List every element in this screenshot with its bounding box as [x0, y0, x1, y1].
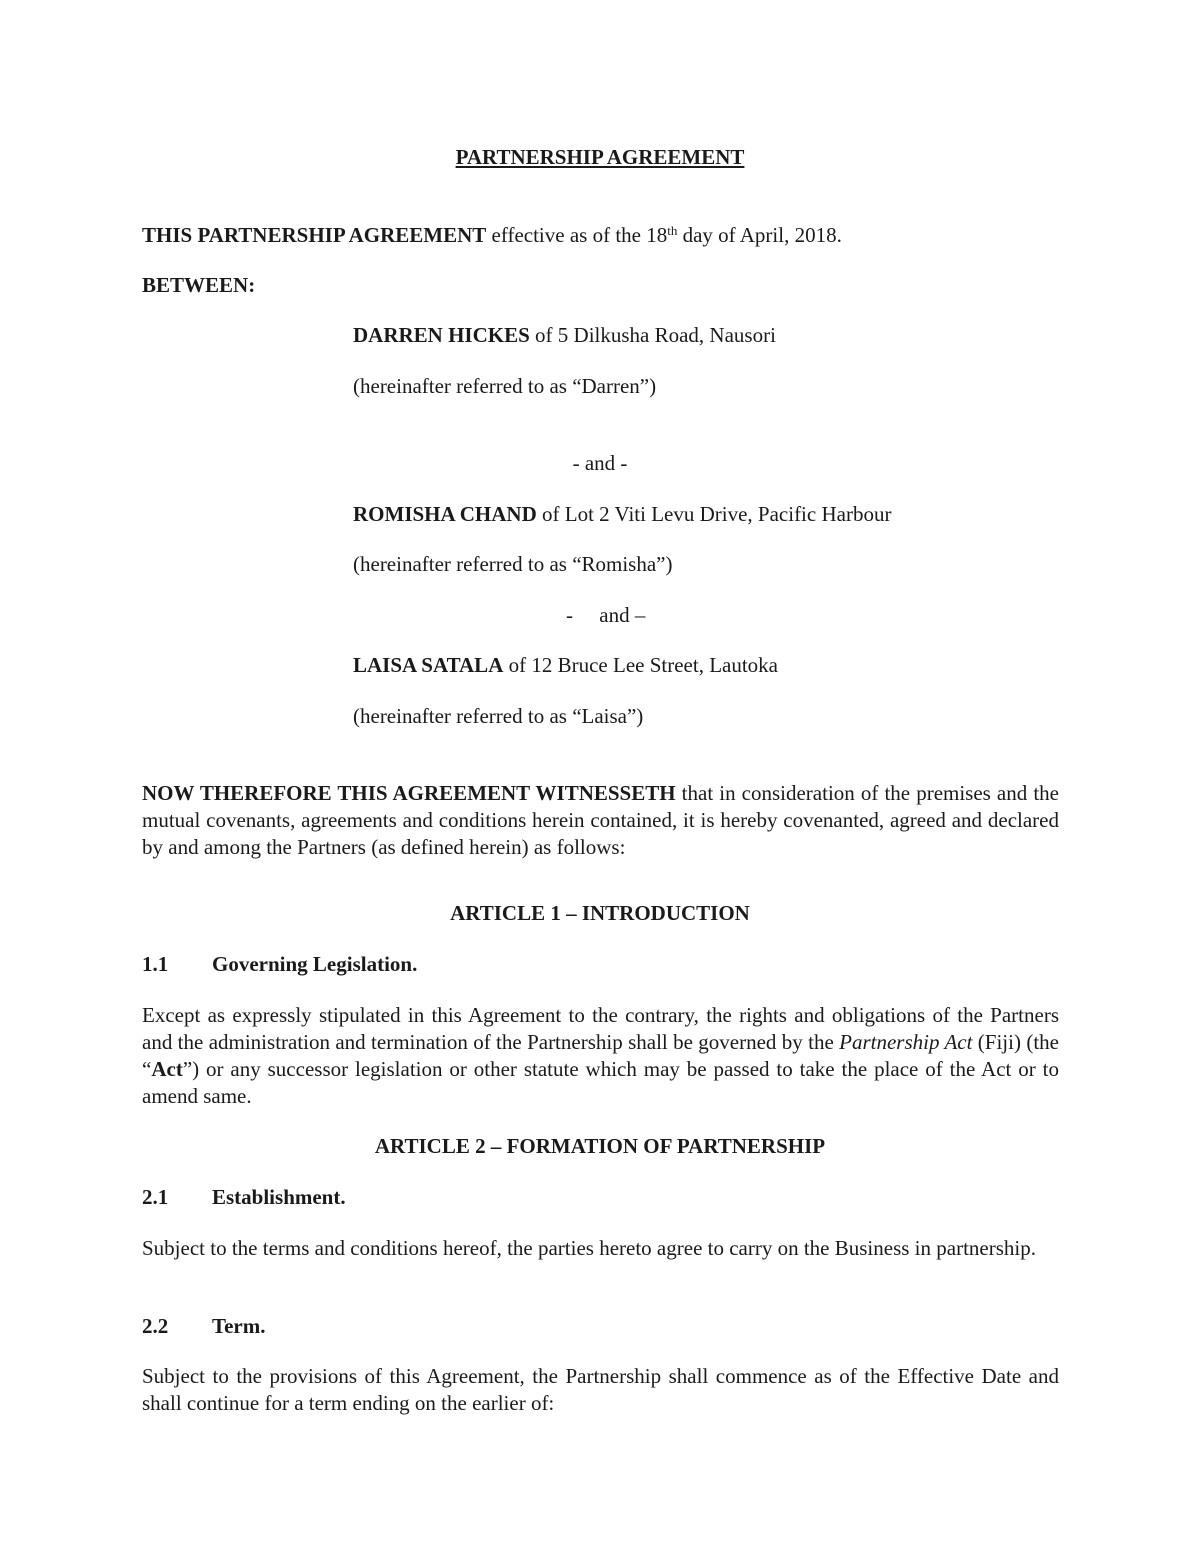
witnesseth-text: that in consideration of the premises and the mutual covenants, agreements and conditions herein contained, it is hereby covenanted, agreed and declared by and among the Partners (as defined herein) as follows: [142, 781, 1059, 859]
section-2-2-paragraph: Subject to the provisions of this Agreement, the Partnership shall commence as of the Effective Date and shall continue for a term ending on the earlier of: [142, 1364, 1059, 1415]
partnership-act-title: Partnership Act [839, 1030, 973, 1054]
party-1-address: of 5 Dilkusha Road, Nausori [529, 323, 776, 347]
article-1-heading: ARTICLE 1 – INTRODUCTION [450, 901, 750, 925]
section-1-1-paragraph [142, 1002, 1059, 1110]
section-1-1-title: Governing Legislation. [212, 952, 418, 976]
party-3-address: of 12 Bruce Lee Street, Lautoka [503, 653, 778, 677]
intro-sup: th [667, 223, 678, 238]
party-2-line [353, 501, 891, 527]
party-3-name: LAISA SATALA [353, 653, 504, 677]
party-2-name: ROMISHA CHAND [353, 502, 537, 526]
section-1-1-text-3: ”) or any successor legislation or other statute which may be passed to take the place of the Act or to amend same. [142, 1057, 1059, 1108]
and-separator-2: - and – [566, 603, 646, 627]
section-1-1-text-1: Except as expressly stipulated in this Agreement to the contrary, the rights and obligations of the Partners and the administration and termination of the Partnership shall be governed by the [142, 1003, 1059, 1054]
intro-line [142, 222, 842, 248]
section-2-1-number: 2.1 [142, 1185, 169, 1209]
witnesseth-paragraph [142, 780, 1059, 861]
section-2-1-paragraph: Subject to the terms and conditions hereof, the parties hereto agree to carry on the Business in partnership. [142, 1236, 1036, 1260]
party-1-referred: (hereinafter referred to as “Darren”) [353, 374, 657, 398]
document-title: PARTNERSHIP AGREEMENT [455, 145, 745, 169]
article-2-heading: ARTICLE 2 – FORMATION OF PARTNERSHIP [374, 1134, 826, 1158]
section-2-2-number: 2.2 [142, 1314, 169, 1338]
party-3-referred: (hereinafter referred to as “Laisa”) [353, 704, 644, 728]
intro-text-before: effective as of the 18 [486, 223, 668, 247]
and-separator-1: - and - [572, 451, 628, 475]
section-2-2-title: Term. [212, 1314, 266, 1338]
section-1-1-number: 1.1 [142, 952, 169, 976]
party-2-referred: (hereinafter referred to as “Romisha”) [353, 552, 673, 576]
section-2-1-title: Establishment. [212, 1185, 346, 1209]
intro-bold: THIS PARTNERSHIP AGREEMENT [142, 223, 487, 247]
party-1-line [353, 322, 776, 348]
between-label: BETWEEN: [142, 273, 256, 297]
party-3-line [353, 652, 778, 678]
witnesseth-bold: NOW THEREFORE THIS AGREEMENT WITNESSETH [142, 781, 676, 805]
section-1-1-text-2: (Fiji) (the “ [142, 1030, 1059, 1081]
party-2-address: of Lot 2 Viti Levu Drive, Pacific Harbour [536, 502, 892, 526]
intro-text-after: day of April, 2018. [677, 223, 842, 247]
party-1-name: DARREN HICKES [353, 323, 530, 347]
act-defined-term: Act [151, 1057, 183, 1081]
